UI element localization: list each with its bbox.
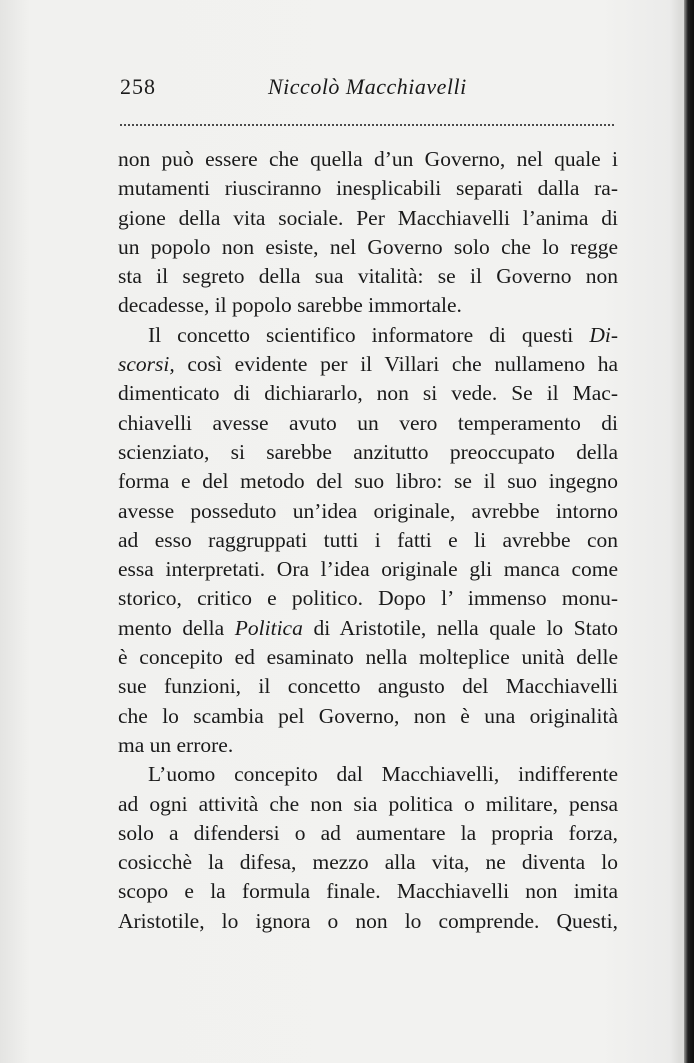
text-line: scopo e la formula finale. Macchiavelli non imita: [118, 879, 618, 904]
text-line: avesse posseduto un’idea originale, avrebbe intorno: [118, 498, 618, 523]
text-line: storico, critico e politico. Dopo l’ immenso monu-: [118, 586, 618, 611]
page-number: 258: [120, 74, 156, 99]
text-line: [118, 321, 618, 350]
text-line: gione della vita sociale. Per Macchiavelli l’anima di: [118, 205, 618, 230]
body-text: [118, 145, 618, 936]
text-line: ad ogni attività che non sia politica o militare, pensa: [118, 791, 618, 816]
text-line: non può essere che quella d’un Governo, nel quale i: [118, 147, 618, 171]
text-line: sue funzioni, il concetto angusto del Macchiavelli: [118, 674, 618, 699]
paragraph-3: [118, 760, 618, 936]
book-spine-shadow: [684, 0, 694, 1063]
text-line: [118, 350, 618, 379]
text-line: un popolo non esiste, nel Governo solo che lo regge: [118, 234, 618, 259]
text-line: ma un errore.: [118, 732, 234, 757]
text-line: è concepito ed esaminato nella molteplice unità delle: [118, 645, 618, 670]
text-line: chiavelli avesse avuto un vero temperamento di: [118, 410, 618, 435]
text-line: sta il segreto della sua vitalità: se il Governo non: [118, 264, 618, 289]
text-line: Aristotile, lo ignora o non lo comprende. Questi,: [118, 908, 618, 933]
italic-title: Di-: [589, 322, 618, 347]
paragraph-2: [118, 321, 618, 760]
text-line: L’uomo concepito dal Macchiavelli, indifferente: [148, 762, 618, 787]
text-line: cosicchè la difesa, mezzo alla vita, ne diventa lo: [118, 850, 618, 875]
text-line: che lo scambia pel Governo, non è una originalità: [118, 703, 618, 728]
italic-title: scorsi,: [118, 352, 175, 377]
text-line: essa interpretati. Ora l’idea originale gli manca come: [118, 557, 618, 582]
text-line: scienziato, si sarebbe anzitutto preoccupato della: [118, 439, 618, 464]
text-line: ad esso raggruppati tutti i fatti e li avrebbe con: [118, 527, 618, 552]
text-line: decadesse, il popolo sarebbe immortale.: [118, 293, 462, 318]
paragraph-1: [118, 145, 618, 321]
text-span: Il concetto scientifico informatore di questi: [148, 322, 590, 347]
text-line: mutamenti riusciranno inesplicabili separati dalla ra-: [118, 176, 618, 201]
text-span: di Aristotile, nella quale lo Stato: [302, 615, 618, 640]
text-span: così evidente per il Villari che nullameno ha: [174, 352, 618, 377]
text-line: [118, 614, 618, 643]
header-rule: [120, 124, 614, 126]
page-header: [120, 70, 616, 110]
running-title: Niccolò Macchiavelli: [268, 74, 467, 99]
text-line: solo a difendersi o ad aumentare la propria forza,: [118, 820, 618, 845]
text-line: forma e del metodo del suo libro: se il suo ingegno: [118, 469, 618, 494]
text-span: mento della: [118, 615, 235, 640]
text-line: dimenticato di dichiararlo, non si vede. Se il Mac-: [118, 381, 618, 406]
italic-title: Politica: [234, 615, 303, 640]
